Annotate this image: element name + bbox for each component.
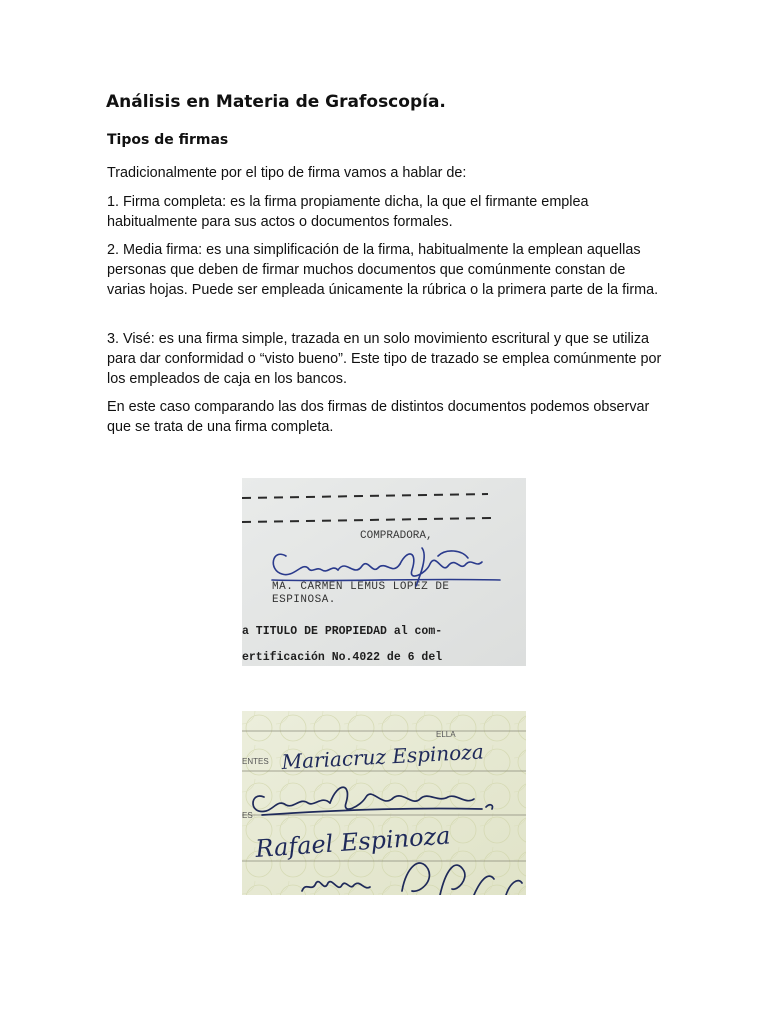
signature-photo-2 (242, 711, 526, 895)
typed-name-line-1: MA. CARMEN LEMUS LOPEZ DE (272, 581, 450, 593)
form-row-label-1: ENTES (242, 757, 269, 766)
signature-photo-1 (242, 478, 526, 666)
comprador-label: COMPRADORA, (360, 530, 433, 542)
form-header-label: ELLA (436, 730, 456, 739)
typed-text-line-2: ertificación No.4022 de 6 del (242, 651, 443, 664)
signature-photo-2-image (242, 711, 526, 895)
document-title: Análisis en Materia de Grafoscopía. (106, 92, 446, 112)
paragraph-media-firma: 2. Media firma: es una simplificación de la firma, habitualmente la emplean aquellas personas que deben de firmar muchos documentos que comúnmente constan de varias hojas. Puede ser empleada únicamente la rúbrica o la primera parte de la firma. (107, 242, 659, 298)
paragraph-firma-completa: 1. Firma completa: es la firma propiamente dicha, la que el firmante emplea habitualmente para sus actos o documentos formales. (107, 194, 589, 230)
handwritten-name-1: Mariacruz Espinoza (281, 739, 485, 774)
paragraph-intro: Tradicionalmente por el tipo de firma vamos a hablar de: (107, 165, 467, 181)
paragraph-vise: 3. Visé: es una firma simple, trazada en un solo movimiento escritural y que se utiliza para dar conformidad o “visto bueno”. Este tipo de trazado se emplea comúnmente por los empleados de caja en los bancos. (107, 331, 662, 387)
form-row-label-2: ES (242, 811, 253, 820)
handwritten-name-3: Rafael Espinoza (254, 821, 452, 863)
signature-photo-1-image (242, 478, 526, 666)
paragraph-conclusion: En este caso comparando las dos firmas de distintos documentos podemos observar que se trata de una firma completa. (107, 399, 650, 435)
typed-text-line-1: a TITULO DE PROPIEDAD al com- (242, 625, 443, 638)
section-title: Tipos de firmas (107, 132, 229, 148)
typed-name-line-2: ESPINOSA. (272, 594, 336, 606)
